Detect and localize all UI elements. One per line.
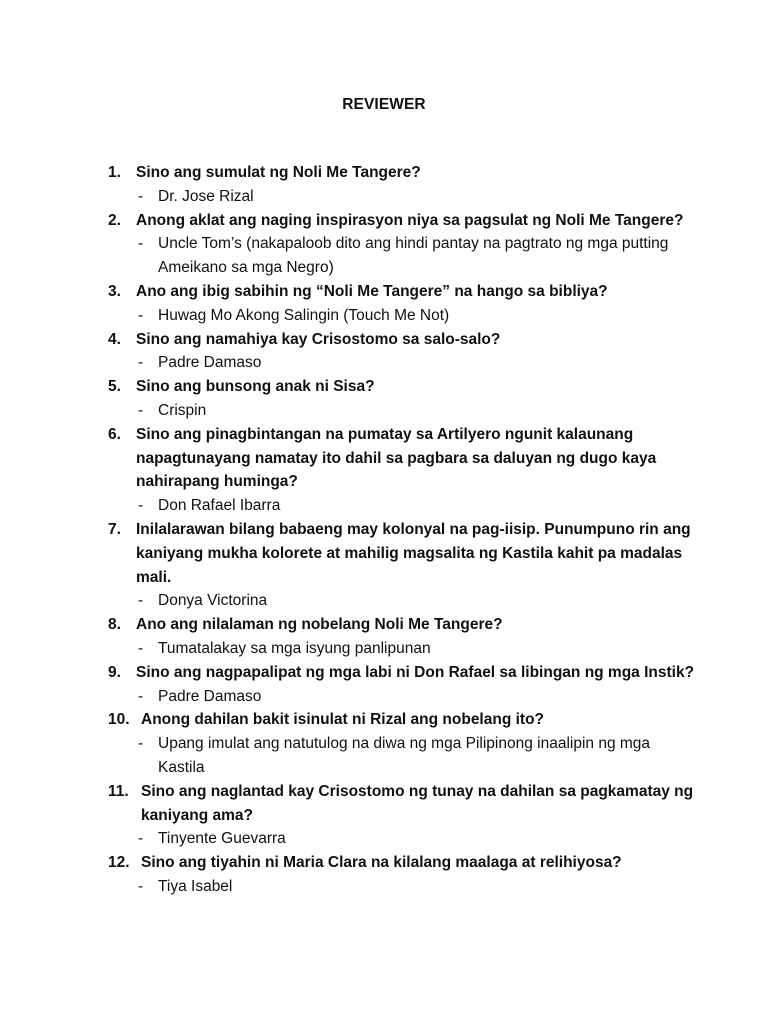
answer-text: Tinyente Guevarra [158,830,286,848]
question-number: 2. [108,211,121,229]
question-list [108,161,698,899]
answer-8 [108,637,698,661]
answer-2 [108,232,698,280]
question-text: Inilalarawan bilang babaeng may kolonyal na pag-iisip. Punumpuno rin ang kaniyang mukha kolorete at mahilig magsalita ng Kastila kahit pa madalas mali. [136,520,691,586]
answer-9 [108,685,698,709]
answer-7 [108,589,698,613]
question-number: 8. [108,616,121,634]
question-number: 12. [108,854,130,872]
answer-dash: - [138,497,144,515]
answer-4 [108,351,698,375]
answer-text: Donya Victorina [158,592,268,610]
question-number: 1. [108,164,121,181]
question-number: 9. [108,663,121,681]
question-2 [108,209,698,233]
question-text: Sino ang namahiya kay Crisostomo sa salo-salo? [136,330,501,348]
answer-1 [108,185,698,209]
question-text: Anong dahilan bakit isinulat ni Rizal ang nobelang ito? [141,711,545,729]
question-text: Sino ang bunsong anak ni Sisa? [136,378,375,396]
answer-dash: - [138,639,144,657]
question-10 [108,708,698,732]
question-text: Ano ang nilalaman ng nobelang Noli Me Tangere? [136,616,503,634]
question-text: Anong aklat ang naging inspirasyon niya sa pagsulat ng Noli Me Tangere? [136,211,684,229]
question-number: 4. [108,330,121,348]
answer-text: Huwag Mo Akong Salingin (Touch Me Not) [158,306,450,324]
answer-text: Tiya Isabel [158,877,233,895]
answer-3 [108,304,698,328]
question-text: Sino ang naglantad kay Crisostomo ng tunay na dahilan sa pagkamatay ng kaniyang ama? [141,782,694,824]
question-8 [108,613,698,637]
answer-dash: - [138,187,144,205]
answer-text: Tumatalakay sa mga isyung panlipunan [158,639,431,657]
answer-text: Dr. Jose Rizal [158,187,254,205]
question-text: Sino ang nagpapalipat ng mga labi ni Don Rafael sa libingan ng mga Instik? [136,663,695,681]
question-7 [108,518,698,589]
question-number: 11. [108,782,129,800]
question-text: Sino ang sumulat ng Noli Me Tangere? [136,164,421,181]
answer-text: Crispin [158,401,207,419]
question-text: Sino ang pinagbintangan na pumatay sa Artilyero ngunit kalaunang napagtunayang namatay ito dahil sa pagbara sa daluyan ng dugo kaya nahirapang huminga? [136,425,657,491]
answer-6 [108,494,698,518]
question-text: Sino ang tiyahin ni Maria Clara na kilalang maalaga at relihiyosa? [141,854,622,872]
question-number: 10. [108,711,130,729]
question-12 [108,851,698,875]
question-3 [108,280,698,304]
question-4 [108,328,698,352]
page-title: REVIEWER [342,96,426,113]
answer-dash: - [138,306,144,324]
question-5 [108,375,698,399]
answer-dash: - [138,830,144,848]
answer-dash: - [138,687,144,705]
question-11 [108,780,698,828]
answer-dash: - [138,735,144,753]
question-number: 3. [108,282,121,300]
answer-10 [108,732,698,780]
answer-11 [108,827,698,851]
question-number: 5. [108,378,121,396]
question-9 [108,661,698,685]
answer-text: Upang imulat ang natutulog na diwa ng mga Pilipinong inaalipin ng mga Kastila [158,735,651,776]
question-6 [108,423,698,494]
answer-text: Don Rafael Ibarra [158,497,281,515]
answer-text: Uncle Tom’s (nakapaloob dito ang hindi pantay na pagtrato ng mga putting Ameikano sa mga Negro) [158,235,669,277]
answer-12 [108,875,698,899]
answer-dash: - [138,592,144,610]
answer-text: Padre Damaso [158,687,262,705]
question-number: 6. [108,425,121,443]
answer-dash: - [138,235,144,253]
question-text: Ano ang ibig sabihin ng “Noli Me Tangere” na hango sa bibliya? [136,282,608,300]
answer-dash: - [138,354,144,372]
answer-5 [108,399,698,423]
answer-dash: - [138,877,144,895]
answer-text: Padre Damaso [158,354,262,372]
answer-dash: - [138,401,144,419]
question-number: 7. [108,520,121,538]
question-1 [108,161,698,185]
